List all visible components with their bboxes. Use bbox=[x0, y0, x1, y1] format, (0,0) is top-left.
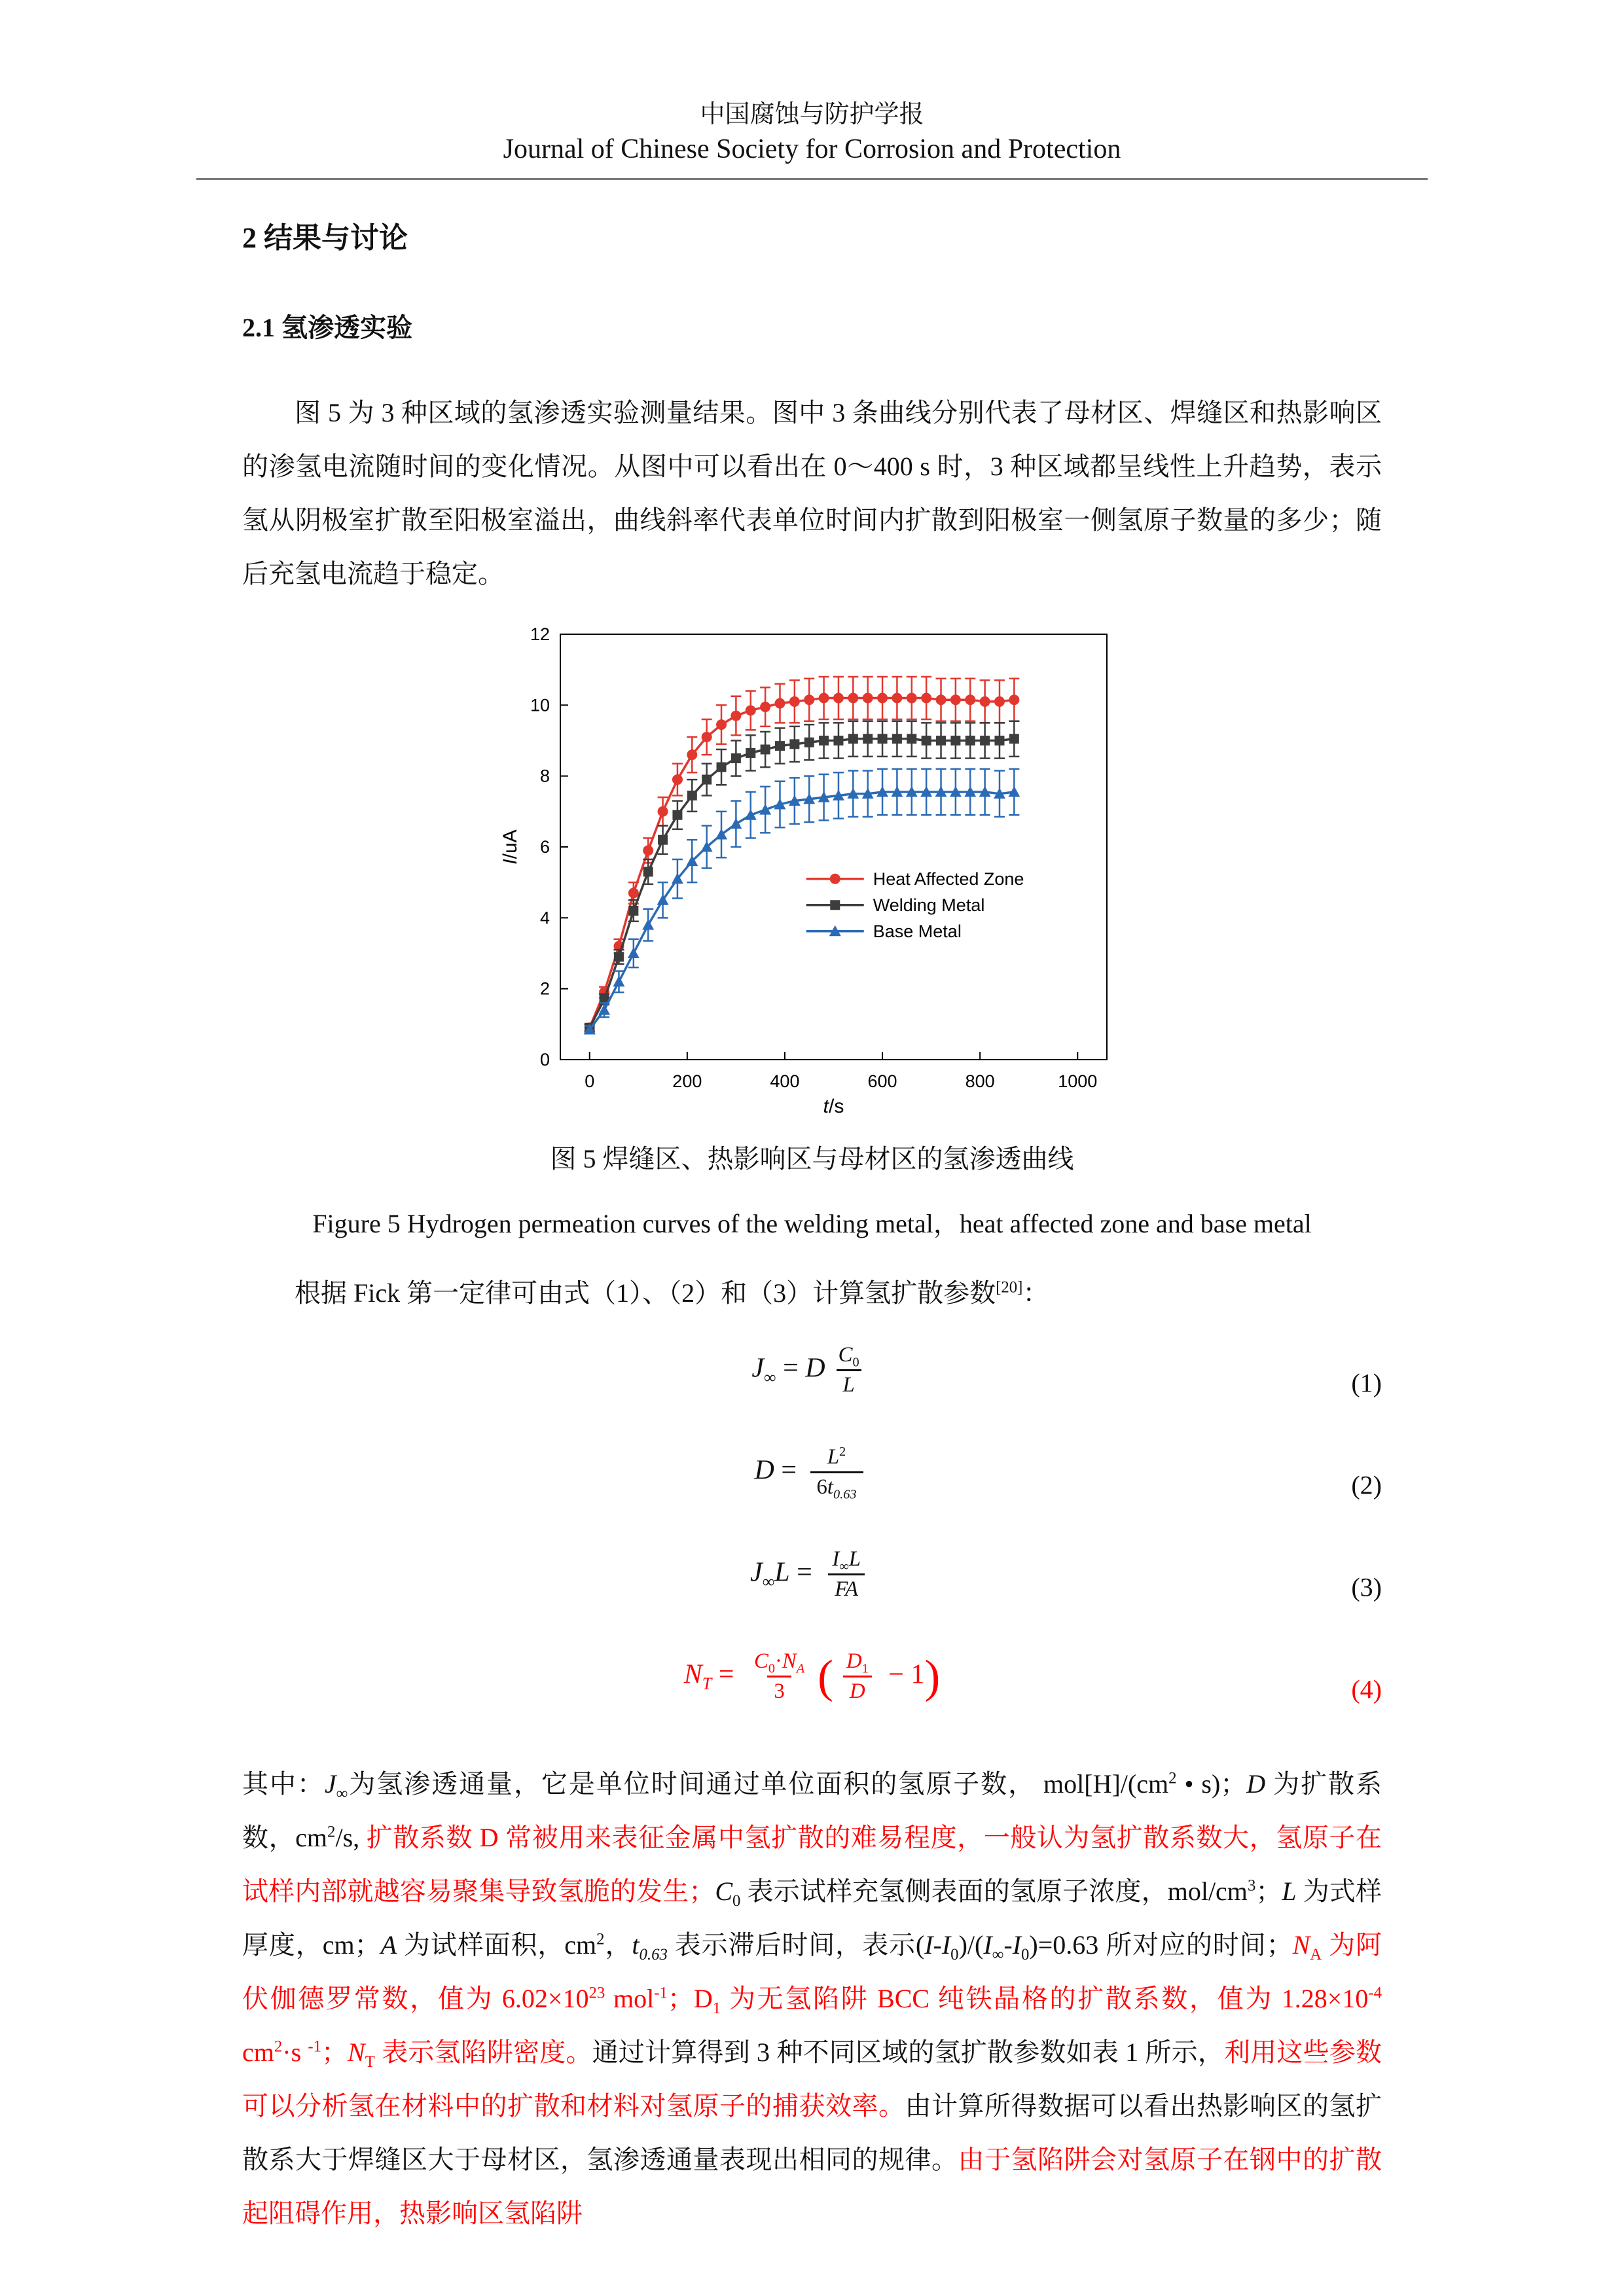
text-run: C bbox=[753, 1649, 768, 1673]
text-run: N bbox=[683, 1659, 702, 1690]
text-run: D bbox=[693, 1983, 713, 2013]
equation-formula bbox=[751, 1341, 872, 1400]
text-run: ( bbox=[818, 1650, 833, 1702]
text-run: -4 bbox=[1368, 1984, 1382, 2002]
text-run: 1 bbox=[712, 1999, 721, 2017]
text-run: ∞ bbox=[764, 1367, 776, 1387]
text-run: N bbox=[348, 2037, 365, 2067]
y-tick-label: 12 bbox=[530, 624, 550, 644]
y-tick-label: 6 bbox=[539, 836, 550, 857]
equation-number: (4) bbox=[1351, 1674, 1382, 1704]
text-run: D bbox=[754, 1455, 774, 1486]
text-run: · bbox=[774, 1649, 782, 1673]
text-run: 23 bbox=[588, 1984, 605, 2002]
figure-captions bbox=[242, 1138, 1382, 1240]
text-run: )/( bbox=[958, 1929, 984, 1960]
y-tick-label: 0 bbox=[539, 1049, 550, 1069]
text-run: 其中： bbox=[242, 1768, 325, 1799]
text-run: L bbox=[848, 1547, 861, 1571]
text-run: A bbox=[1310, 1945, 1322, 1964]
figure-caption-cn: 图 5 焊缝区、热影响区与母材区的氢渗透曲线 bbox=[550, 1143, 1074, 1174]
fraction bbox=[748, 1647, 811, 1706]
text-run: ∞ bbox=[839, 1559, 849, 1574]
y-tick-label: 2 bbox=[539, 978, 550, 999]
text-run: 表示氢陷阱密度。 bbox=[374, 2037, 592, 2067]
text-run: 为阿伏伽德罗常数，值为 6.02×10 bbox=[242, 1929, 1382, 2013]
paragraph-fick bbox=[242, 1266, 1382, 1320]
text-run: 为氢渗透通量，它是单位时间通过单位面积的氢原子数， mol[H]/(cm bbox=[348, 1768, 1169, 1799]
text-run: T bbox=[365, 2053, 375, 2071]
text-run: 1 bbox=[861, 1661, 869, 1676]
text-run: L bbox=[1282, 1876, 1297, 1906]
y-tick-label: 8 bbox=[539, 766, 550, 786]
x-axis-label: t/s bbox=[823, 1095, 844, 1117]
text-run: [20] bbox=[996, 1278, 1023, 1297]
text-run: I bbox=[983, 1929, 992, 1960]
text-run: I bbox=[924, 1929, 933, 1960]
text-run: ·s bbox=[282, 2037, 308, 2067]
text-run: ， bbox=[604, 1929, 632, 1960]
text-run: A bbox=[796, 1661, 805, 1676]
paragraph-params bbox=[242, 1757, 1382, 2240]
text-run: = bbox=[774, 1455, 804, 1486]
text-run: 2 bbox=[596, 1930, 605, 1948]
text-run: 为无氢陷阱 BCC 纯铁晶格的扩散系数，值为 1.28×10 bbox=[721, 1983, 1369, 2013]
y-tick-label: 4 bbox=[539, 908, 550, 928]
x-tick-label: 400 bbox=[769, 1071, 799, 1091]
x-tick-label: 200 bbox=[672, 1071, 702, 1091]
equation-number: (3) bbox=[1351, 1572, 1382, 1602]
text-run: 为试样面积，cm bbox=[397, 1929, 597, 1960]
equation-formula bbox=[750, 1545, 874, 1604]
text-run: 3 bbox=[774, 1679, 785, 1704]
section-heading: 2 结果与讨论 bbox=[242, 221, 408, 254]
text-run: 0 bbox=[950, 1945, 959, 1964]
text-run: C bbox=[838, 1342, 853, 1367]
text-run: 由于氢陷阱会对氢原子在钢中的扩散起阻碍作用，热影响区氢陷阱 bbox=[242, 2144, 1382, 2228]
text-run: D bbox=[1246, 1768, 1266, 1799]
text-run: ∞ bbox=[992, 1945, 1004, 1964]
text-run: = bbox=[776, 1353, 806, 1384]
chart-svg bbox=[498, 618, 1127, 1128]
text-run: 2 bbox=[1168, 1769, 1177, 1787]
y-tick-label: 10 bbox=[530, 695, 550, 715]
equation-formula bbox=[754, 1443, 869, 1502]
text-run: t bbox=[827, 1475, 833, 1499]
equation-number: (1) bbox=[1351, 1368, 1382, 1398]
text-run: FA bbox=[835, 1577, 859, 1602]
text-run: L bbox=[827, 1444, 840, 1469]
text-run: N bbox=[782, 1649, 797, 1673]
text-run: I bbox=[832, 1547, 840, 1571]
text-run: 3 bbox=[1247, 1876, 1256, 1895]
text-run: 6 bbox=[816, 1475, 827, 1499]
legend-label: Base Metal bbox=[873, 921, 962, 941]
text-run: = bbox=[789, 1557, 820, 1588]
text-run: t bbox=[632, 1929, 640, 1960]
text-run: /s, bbox=[335, 1822, 367, 1852]
legend-label: Heat Affected Zone bbox=[873, 869, 1024, 889]
text-run: J bbox=[750, 1557, 763, 1588]
text-run: C bbox=[715, 1876, 732, 1906]
legend-label: Welding Metal bbox=[873, 895, 984, 915]
text-run: ； bbox=[321, 2037, 348, 2067]
text-run: J bbox=[324, 1768, 336, 1799]
text-run: L bbox=[774, 1557, 790, 1588]
text-run: I bbox=[1012, 1929, 1022, 1960]
equation-number: (2) bbox=[1351, 1470, 1382, 1500]
subsection-heading: 2.1 氢渗透实验 bbox=[242, 312, 412, 342]
header-rule bbox=[196, 178, 1428, 180]
text-run: 由计算所得数据可以看出热影响区的氢扩散系大于焊缝区大于母材区，氢渗透通量表现出相同的规律。 bbox=[242, 2090, 1382, 2174]
text-run: ∞ bbox=[336, 1784, 348, 1803]
text-run: 2 bbox=[839, 1444, 846, 1459]
text-run: ； bbox=[1255, 1876, 1282, 1906]
text-run: 通过计算得到 3 种不同区域的氢扩散参数如表 1 所示， bbox=[592, 2037, 1224, 2067]
text-run: D bbox=[846, 1649, 862, 1673]
text-run: 0 bbox=[1021, 1945, 1030, 1964]
figure-5 bbox=[242, 618, 1382, 1240]
y-axis-label: I/uA bbox=[499, 829, 521, 865]
text-run: -1 bbox=[654, 1984, 668, 2002]
text-run: mol bbox=[605, 1983, 655, 2013]
equations-block bbox=[242, 1332, 1382, 1740]
hydrogen-permeation-chart bbox=[498, 618, 1127, 1132]
text-run: = bbox=[712, 1659, 741, 1690]
text-run: - bbox=[1003, 1929, 1013, 1960]
journal-header bbox=[242, 98, 1382, 180]
text-run: ) bbox=[924, 1650, 941, 1702]
text-run: 2 bbox=[327, 1823, 336, 1841]
fraction bbox=[810, 1443, 863, 1502]
text-run: N bbox=[1292, 1929, 1310, 1960]
x-tick-label: 800 bbox=[965, 1071, 995, 1091]
text-run: L bbox=[842, 1373, 855, 1397]
text-run: cm bbox=[242, 2037, 274, 2067]
equation-row bbox=[242, 1638, 1382, 1740]
text-run: − 1 bbox=[881, 1659, 925, 1690]
x-tick-label: 600 bbox=[867, 1071, 897, 1091]
journal-title-cn: 中国腐蚀与防护学报 bbox=[700, 101, 924, 128]
text-run: 为式样厚度，cm； bbox=[242, 1876, 1382, 1960]
equation-row bbox=[242, 1536, 1382, 1638]
text-run: 0 bbox=[732, 1892, 741, 1910]
text-run: ； bbox=[667, 1983, 694, 2013]
text-run: 0.63 bbox=[639, 1945, 668, 1964]
text-run: 0 bbox=[768, 1661, 775, 1676]
equation-row bbox=[242, 1434, 1382, 1536]
text-run: ∞ bbox=[762, 1571, 775, 1591]
text-run: • s)； bbox=[1176, 1768, 1247, 1799]
x-tick-label: 0 bbox=[584, 1071, 594, 1091]
text-run: I bbox=[941, 1929, 951, 1960]
text-run: 根据 Fick 第一定律可由式（1）、（2）和（3）计算氢扩散参数 bbox=[295, 1278, 996, 1308]
text-run: J bbox=[751, 1353, 765, 1384]
text-run: )=0.63 所对应的时间； bbox=[1029, 1929, 1293, 1960]
text-run: 0.63 bbox=[833, 1487, 857, 1502]
text-run: 表示滞后时间，表示( bbox=[667, 1929, 925, 1960]
fraction bbox=[825, 1545, 867, 1604]
fraction bbox=[832, 1341, 866, 1400]
text-run: D bbox=[805, 1353, 825, 1384]
text-run: 扩散系数 D 常被用来表征金属中氢扩散的难易程度，一般认为氢扩散系数大，氢原子在试样内部就越容易聚集导致氢脆的发生； bbox=[242, 1822, 1382, 1906]
text-run: A bbox=[380, 1929, 397, 1960]
equation-formula bbox=[684, 1647, 940, 1706]
text-run: 表示试样充氢侧表面的氢原子浓度，mol/cm bbox=[740, 1876, 1248, 1906]
text-run: T bbox=[702, 1674, 712, 1693]
text-run: - bbox=[933, 1929, 942, 1960]
figure-caption-en: Figure 5 Hydrogen permeation curves of the welding metal，heat affected zone and base metal bbox=[312, 1208, 1312, 1238]
equation-row bbox=[242, 1332, 1382, 1434]
text-run: D bbox=[850, 1679, 865, 1704]
text-run: 为扩散系数，cm bbox=[242, 1768, 1382, 1852]
text-run: 0 bbox=[852, 1355, 859, 1370]
text-run: 利用这些参数可以分析氢在材料中的扩散和材料对氢原子的捕获效率。 bbox=[242, 2037, 1382, 2121]
text-run: 2 bbox=[274, 2037, 283, 2056]
x-tick-label: 1000 bbox=[1057, 1071, 1097, 1091]
paragraph-intro: 图 5 为 3 种区域的氢渗透实验测量结果。图中 3 条曲线分别代表了母材区、焊缝区和热影响区的渗氢电流随时间的变化情况。从图中可以看出在 0～400 s 时，3 种区域都呈线性上升趋势，表示氢从阴极室扩散至阳极室溢出，曲线斜率代表单位时间内扩散到阳极室一侧氢原子数量的多少；随后充氢电流趋于稳定。 bbox=[242, 397, 1382, 588]
fraction bbox=[840, 1647, 875, 1706]
text-run: ： bbox=[1022, 1278, 1049, 1308]
journal-title-en: Journal of Chinese Society for Corrosion and Protection bbox=[503, 134, 1121, 165]
text-run: -1 bbox=[308, 2037, 322, 2056]
